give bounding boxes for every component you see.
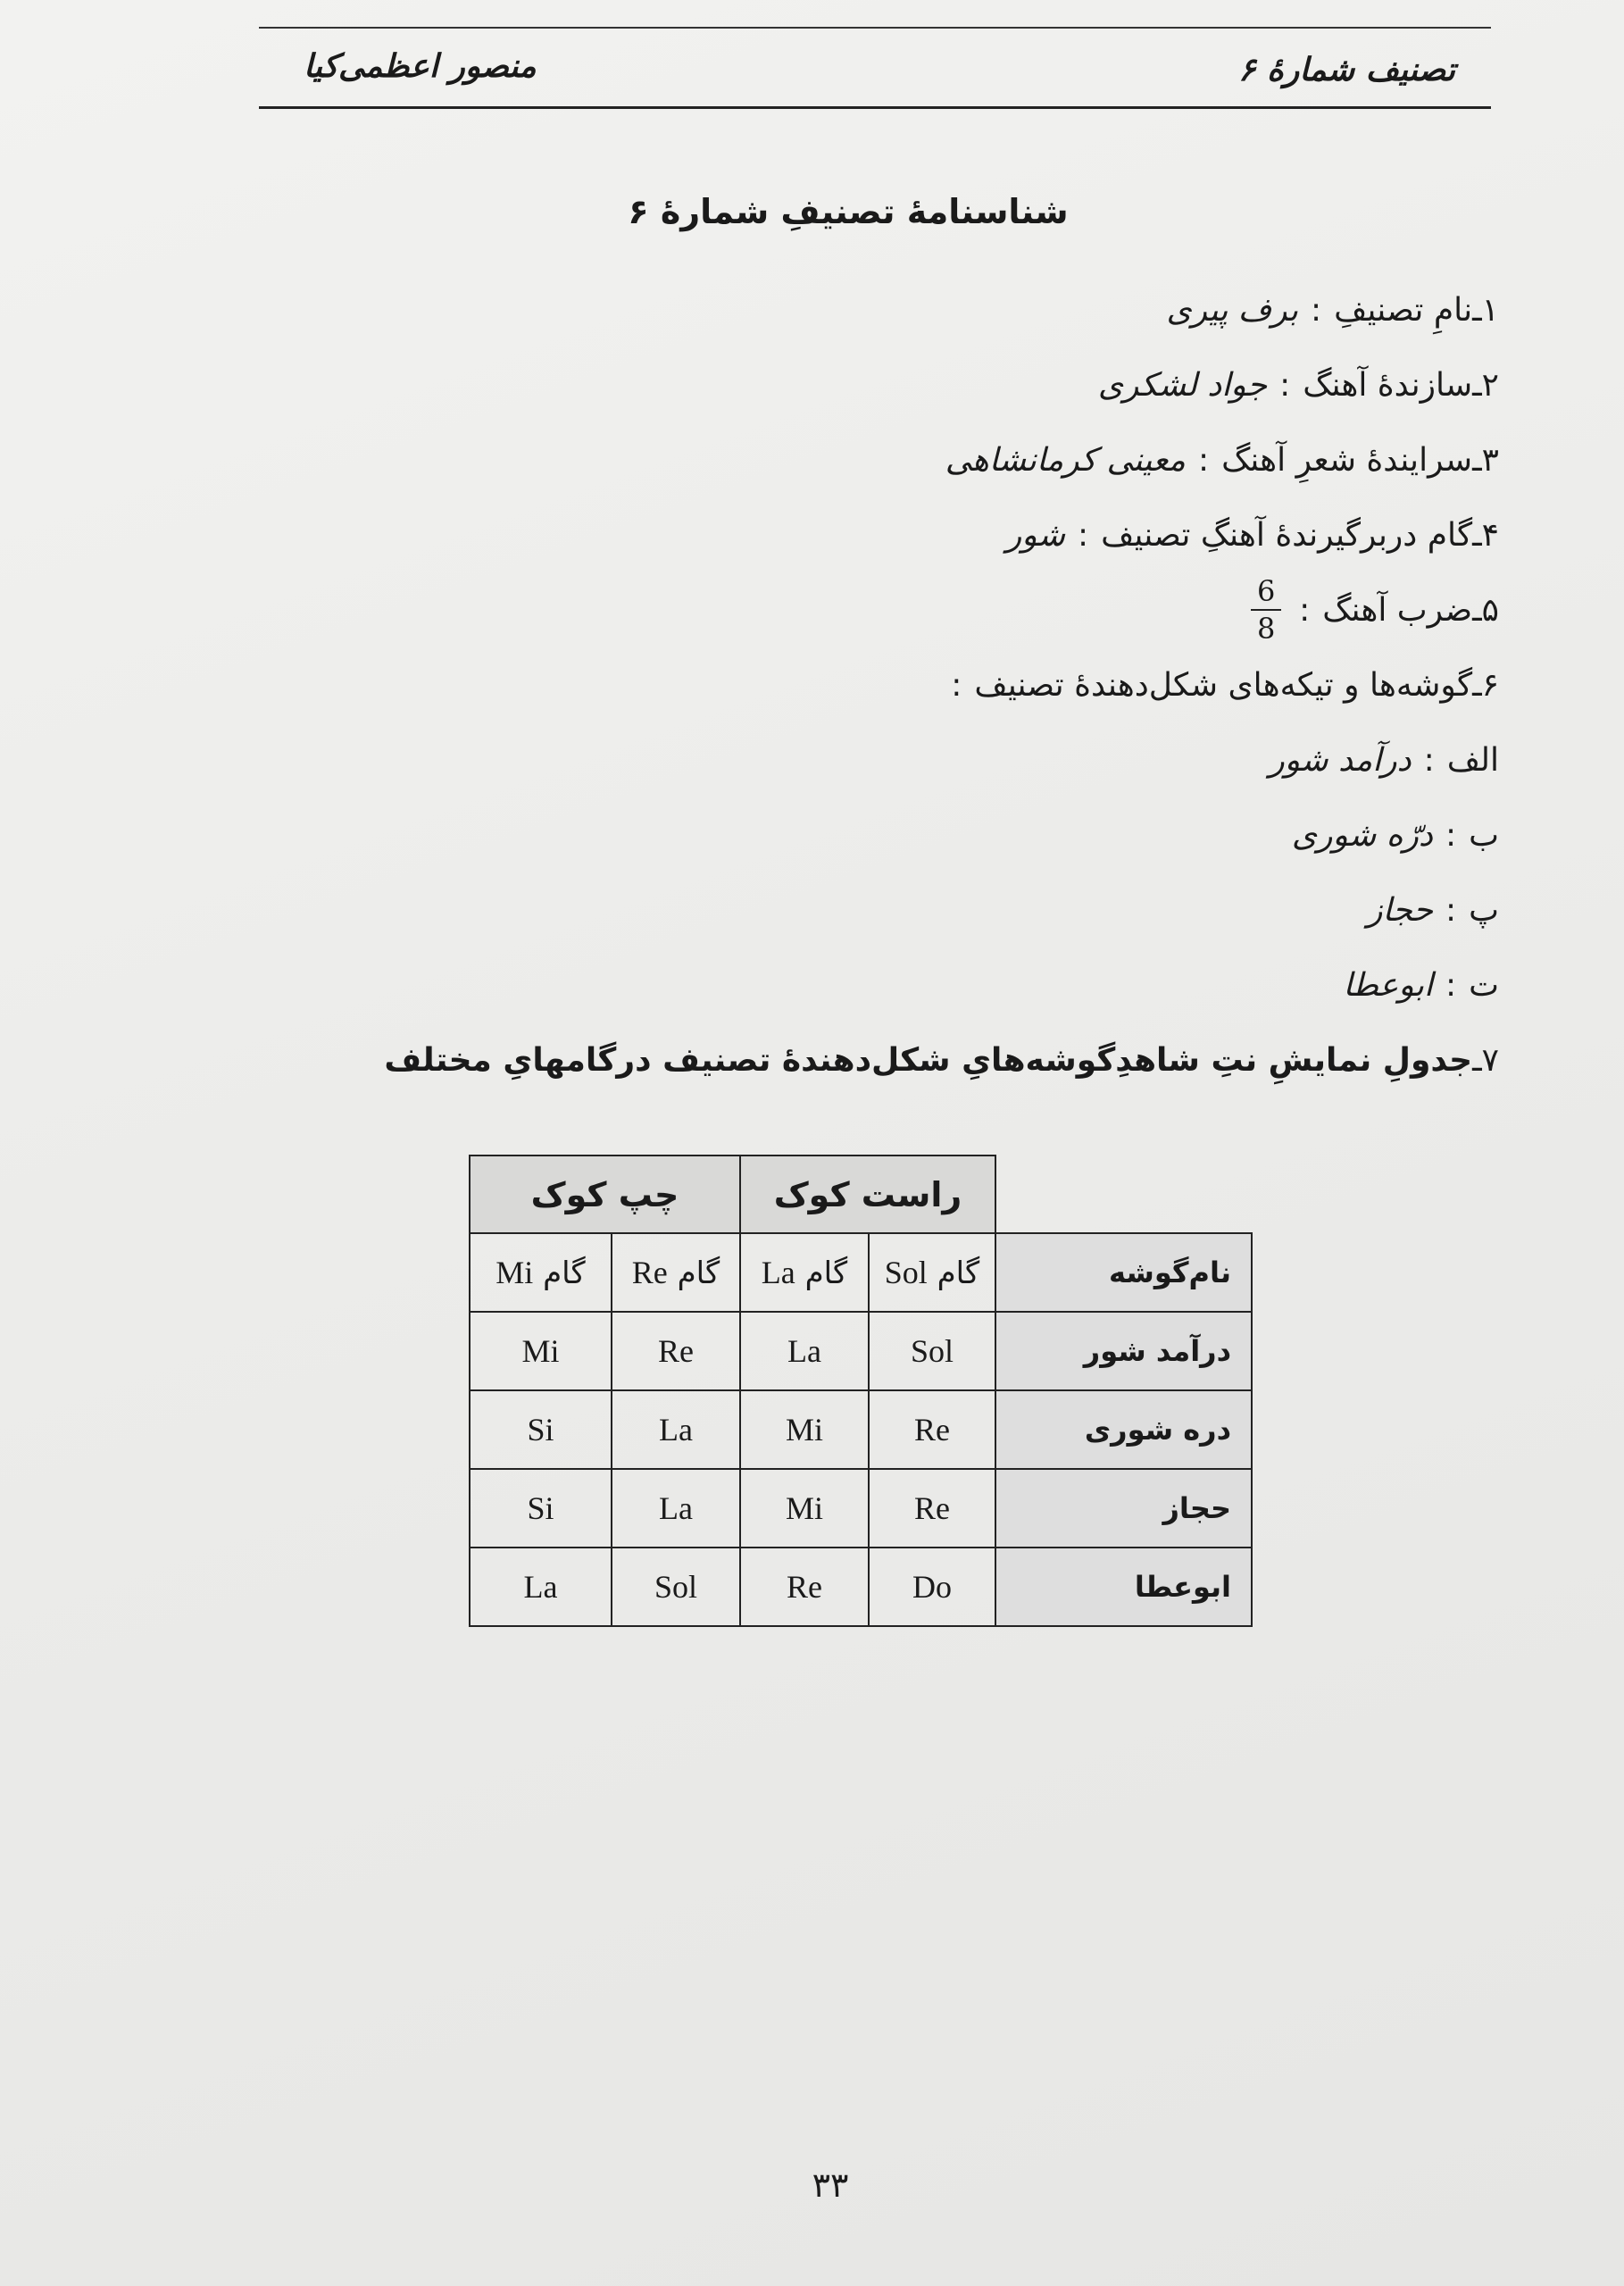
scale-note: Re — [631, 1255, 668, 1290]
item-separator: : — [1299, 591, 1311, 629]
info-item-scale — [428, 497, 1499, 572]
row-name-cell: درآمد شور — [995, 1312, 1252, 1390]
table-cell: Sol — [869, 1312, 995, 1390]
info-item-meter — [428, 572, 1499, 647]
item-number: ۶ـ — [1472, 666, 1499, 704]
item-separator: : — [1078, 516, 1089, 554]
table-group-header-row — [470, 1156, 1252, 1233]
name-column-header: نام‌گوشه — [995, 1233, 1252, 1312]
row-name-cell: ابوعطا — [995, 1548, 1252, 1626]
table-cell: Mi — [470, 1312, 612, 1390]
scale-header — [470, 1233, 612, 1312]
table-header-row — [470, 1233, 1252, 1312]
item-label: گوشه‌ها و تیکه‌های شکل‌دهندهٔ تصنیف — [974, 666, 1473, 704]
scale-header — [740, 1233, 869, 1312]
item-number: ۴ـ — [1472, 516, 1499, 554]
sub-item-be — [428, 797, 1499, 872]
table-cell: La — [470, 1548, 612, 1626]
item-label: سرایندهٔ شعرِ آهنگ — [1221, 441, 1473, 479]
header-author: منصور اعظمی‌کیا — [304, 48, 537, 85]
scale-header — [612, 1233, 740, 1312]
scale-note: Mi — [496, 1255, 534, 1290]
info-item-lyricist — [428, 422, 1499, 497]
item-separator: : — [1279, 366, 1291, 404]
item-number: ۱ـ — [1472, 291, 1499, 329]
header-bottom-rule — [259, 106, 1491, 109]
running-header — [259, 27, 1491, 109]
gam-word: گام — [804, 1256, 848, 1291]
info-item-name — [428, 272, 1499, 347]
time-signature-numerator: 6 — [1256, 574, 1276, 608]
page-title: شناسنامهٔ تصنیفِ شمارهٔ ۶ — [628, 192, 1069, 231]
table-cell: Sol — [612, 1548, 740, 1626]
sub-item-letter: الف — [1446, 741, 1499, 779]
scale-note: Sol — [884, 1255, 928, 1290]
table-row — [470, 1548, 1252, 1626]
item-value: معینی کرمانشاهی — [945, 441, 1186, 479]
item-label: ضرب آهنگ — [1322, 591, 1473, 629]
table-cell: Si — [470, 1469, 612, 1548]
item-value: برف پیری — [1166, 291, 1299, 329]
scale-header — [869, 1233, 995, 1312]
item-number: ۳ـ — [1472, 441, 1499, 479]
group-header-left-tuning: چپ کوک — [470, 1156, 740, 1233]
sub-item-pe — [428, 872, 1499, 947]
sub-item-separator: : — [1445, 816, 1457, 854]
item-label: جدولِ نمایشِ نتِ شاهدِ‌گوشه‌هایِ شکل‌دهندهٔ تصنیف درگامهایِ مختلف — [384, 1041, 1473, 1079]
sub-item-alef — [428, 722, 1499, 797]
row-name-cell: حجاز — [995, 1469, 1252, 1548]
scale-notes-table — [469, 1155, 1253, 1627]
item-separator: : — [1311, 291, 1322, 329]
table-cell: Re — [612, 1312, 740, 1390]
item-separator: : — [1197, 441, 1210, 479]
table-row — [470, 1469, 1252, 1548]
table-cell: Mi — [740, 1390, 869, 1469]
table-cell: La — [612, 1469, 740, 1548]
sub-item-separator: : — [1445, 891, 1457, 929]
info-item-composer — [428, 347, 1499, 422]
item-label: سازندهٔ آهنگ — [1303, 366, 1473, 404]
table-cell: La — [740, 1312, 869, 1390]
table-cell: Si — [470, 1390, 612, 1469]
sub-item-value: درّه شوری — [1291, 816, 1433, 854]
table-cell: Re — [869, 1390, 995, 1469]
info-item-sections — [428, 647, 1499, 722]
gam-word: گام — [937, 1256, 980, 1291]
item-number: ۷ـ — [1472, 1041, 1499, 1079]
gam-word: گام — [677, 1256, 720, 1291]
page-number: ۳۳ — [812, 2165, 849, 2205]
row-name-cell: دره شوری — [995, 1390, 1252, 1469]
header-top-rule — [259, 27, 1491, 29]
sub-item-value: حجاز — [1367, 891, 1433, 929]
table-cell: Re — [869, 1469, 995, 1548]
table-row — [470, 1312, 1252, 1390]
time-signature — [1251, 574, 1281, 646]
table-cell: Mi — [740, 1469, 869, 1548]
table-cell: Re — [740, 1548, 869, 1626]
gam-word: گام — [543, 1256, 586, 1291]
item-separator: : — [951, 666, 962, 704]
item-number: ۲ـ — [1472, 366, 1499, 404]
sub-item-value: درآمد شور — [1269, 741, 1412, 779]
item-number: ۵ـ — [1472, 591, 1499, 629]
table-row — [470, 1390, 1252, 1469]
table-corner-blank — [995, 1156, 1252, 1233]
group-header-right-tuning: راست کوک — [740, 1156, 995, 1233]
sub-item-te — [428, 947, 1499, 1022]
item-label: نامِ تصنیفِ — [1334, 291, 1473, 329]
item-value: جواد لشکری — [1097, 366, 1268, 404]
sub-item-separator: : — [1445, 966, 1457, 1004]
sub-item-value: ابوعطا — [1343, 966, 1433, 1004]
header-book-title: تصنیف شمارهٔ ۶ — [1238, 52, 1455, 88]
info-list — [384, 272, 1499, 1097]
item-label: گام دربرگیرندهٔ آهنگِ تصنیف — [1101, 516, 1473, 554]
scale-note: La — [761, 1255, 795, 1290]
sub-item-letter: ب — [1469, 816, 1499, 854]
table-cell: Do — [869, 1548, 995, 1626]
fraction-bar — [1251, 609, 1281, 611]
time-signature-denominator: 8 — [1256, 612, 1276, 646]
info-item-table-caption — [384, 1022, 1499, 1097]
sub-item-letter: ت — [1469, 966, 1499, 1004]
item-value: شور — [1005, 516, 1065, 554]
sub-item-letter: پ — [1469, 891, 1499, 929]
table-cell: La — [612, 1390, 740, 1469]
sub-item-separator: : — [1423, 741, 1435, 779]
